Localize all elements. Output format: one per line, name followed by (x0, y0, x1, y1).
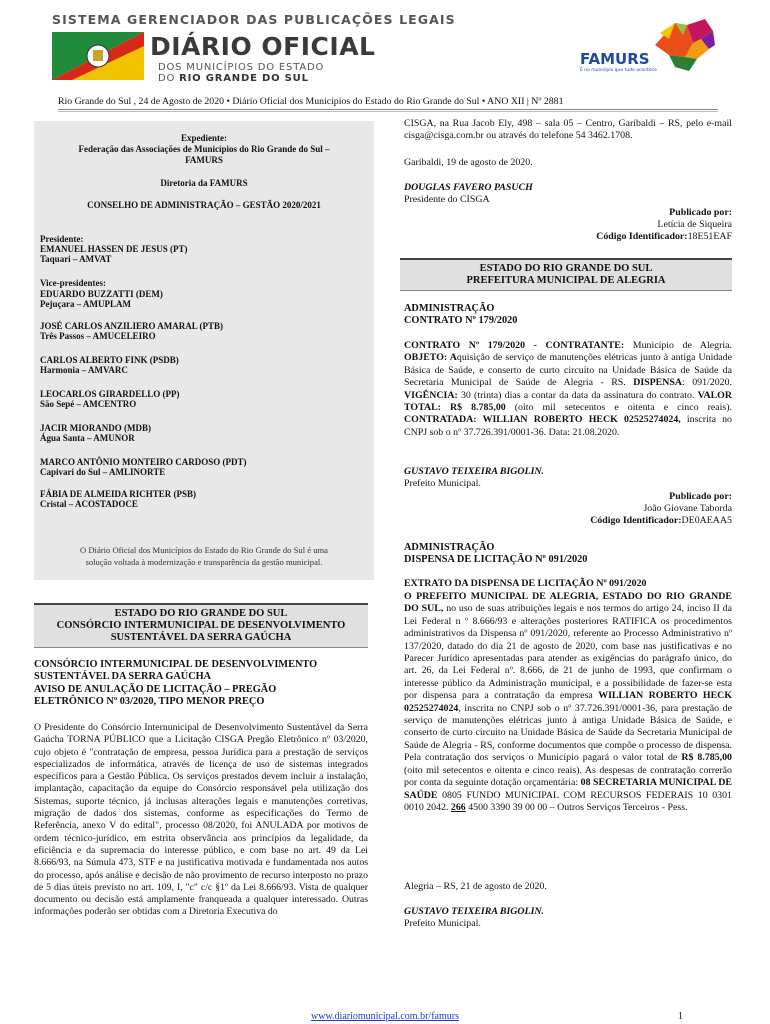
cisga-body-cont: CISGA, na Rua Jacob Ely, 498 – sala 05 – Centro, Garibaldi – RS, pelo e-mail cisga@cisga.com.br ou através do telefone 54 3462.1708. (404, 118, 732, 142)
vice-label: Vice-presidentes: (40, 278, 106, 288)
edition-header: Rio Grande do Sul , 24 de Agosto de 2020 • Diário Oficial dos Municípios do Estado do Rio Grande do Sul • ANO XII | Nº 2881 (58, 96, 564, 107)
contrato-published-name: João Giovane Taborda (643, 503, 732, 514)
note-line-2: solução voltada à modernização e transparência da gestão municipal. (85, 557, 323, 567)
cisga-heading: CONSÓRCIO INTERMUNICIPAL DE DESENVOLVIMENTO SUSTENTÁVEL DA SERRA GAÚCHA AVISO DE ANULAÇÃO DE LICITAÇÃO – PREGÃO ELETRÔNICO Nº 03/2020, TIPO MENOR PREÇO (34, 659, 318, 708)
footer (0, 1011, 770, 1022)
dispensa-body: O PREFEITO MUNICIPAL DE ALEGRIA, ESTADO DO RIO GRANDE DO SUL, no uso de suas atribuições legais e nos termos do artigo 24, inciso II da Lei Federal n º 8.666/93 e alterações posteriores RATIFICA os procedimentos administrativos da Dispensa nº 091/2020, referente ao Processo Administrativo nº 137/2020, datado do dia 21 de agosto de 2020, com base nas justificativas e no Parecer Jurídico apresentadas para atender as exigências do parágrafo único, do art. 26, da Lei Federal nº. 8.666, de 21 de junho de 1993, que confirmam o interesse público da Administração municipal, e a possibilidade de fazer-se esta por dispensa para a contratação da empresa WILLIAN ROBERTO HECK 02525274024, inscrita no CNPJ sob o nº 37.726.391/0001-36, para prestação de serviço de manutenções elétricas junto à antiga Unidade Básica de Saúde, e conserto de curto circuito na Unidade Básica de Saúde da Secretaria Municipal de Saúde de Alegria - RS, conforme documentos que compõe o processo de dispensa. Pela contratação dos serviços o Município pagará o valor total de R$ 8.785,00 (oito mil setecentos e oitenta e cinco reais). As despesas de contratação correrão por conta da seguinte dotação orçamentária: 08 SECRETARIA MUNICIPAL DE SAÚDE 0805 FUNDO MUNICIPAL COM RECURSOS FEDERAIS 10 0301 0010 2042. 266 4500 3390 39 00 00 – Outros Serviços Terceiros - Pess. (404, 591, 733, 813)
cisga-date: Garibaldi, 19 de agosto de 2020. (404, 157, 533, 168)
diario-subtitle-2: DO RIO GRANDE DO SUL (158, 73, 309, 84)
conselho-line: CONSELHO DE ADMINISTRAÇÃO – GESTÃO 2020/2021 (87, 200, 321, 210)
member-1: EDUARDO BUZZATTI (DEM) Pejuçara – AMUPLAM (40, 289, 163, 309)
cisga-code: Código Identificador:18E51EAF (596, 231, 732, 242)
dispensa-heading: ADMINISTRAÇÃO DISPENSA DE LICITAÇÃO Nº 091/2020 (404, 542, 588, 566)
member-7: FÁBIA DE ALMEIDA RICHTER (PSB) Cristal – ACOSTADOCE (40, 489, 197, 509)
famurs-line: FAMURS (185, 155, 223, 165)
expediente-panel (34, 121, 374, 580)
contrato-body: CONTRATO Nº 179/2020 - CONTRATANTE: Município de Alegria. OBJETO: Aquisição de serviço de manutenções elétricas junto à antiga Unidade Básica de Saúde, e conserto de curto circuito na Unidade Básica de Saúde da Secretaria Municipal de Saúde de Alegria - RS. DISPENSA: 091/2020. VIGÊNCIA: 30 (trinta) dias a contar da data da assinatura do contrato. VALOR TOTAL: R$ 8.785,00 (oito mil setecentos e oitenta e cinco reais). CONTRATADA: WILLIAN ROBERTO HECK 02525274024, inscrita no CNPJ sob o nº 37.726.391/0001-36. Data: 21.08.2020. (404, 340, 732, 438)
diario-oficial-title: DIÁRIO OFICIAL (150, 32, 376, 61)
member-3: CARLOS ALBERTO FINK (PSDB) Harmonia – AMVARC (40, 355, 179, 375)
member-6: MARCO ANTÔNIO MONTEIRO CARDOSO (PDT) Capivari do Sul – AMLINORTE (40, 457, 247, 477)
page-number: 1 (678, 1011, 683, 1022)
member-5: JACIR MIORANDO (MDB) Água Santa – AMUNOR (40, 423, 151, 443)
cisga-published-name: Letícia de Siqueira (657, 219, 732, 230)
member-2: JOSÉ CARLOS ANZILIERO AMARAL (PTB) Três Passos – AMUCELEIRO (40, 321, 224, 341)
contrato-published-label: Publicado por: (669, 491, 732, 502)
dispensa-date: Alegria – RS, 21 de agosto de 2020. (404, 881, 547, 892)
member-4: LEOCARLOS GIRARDELLO (PP) São Sepé – AMCENTRO (40, 389, 180, 409)
system-title: SISTEMA GERENCIADOR DAS PUBLICAÇÕES LEGAIS (52, 12, 456, 27)
contrato-signatory: GUSTAVO TEIXEIRA BIGOLIN. (404, 466, 545, 477)
note-line-1: O Diário Oficial dos Municípios do Estado do Rio Grande do Sul é uma (80, 545, 328, 555)
contrato-heading: ADMINISTRAÇÃO CONTRATO Nº 179/2020 (404, 303, 518, 327)
diretoria-line: Diretoria da FAMURS (160, 178, 248, 188)
footer-link[interactable]: www.diariomunicipal.com.br/famurs (311, 1011, 459, 1022)
cisga-section-header: ESTADO DO RIO GRANDE DO SUL CONSÓRCIO INTERMUNICIPAL DE DESENVOLVIMENTO SUSTENTÁVEL DA SERRA GAÚCHA (34, 603, 368, 648)
presidente-name: EMANUEL HASSEN DE JESUS (PT) (40, 244, 188, 254)
federacao-line: Federação das Associações de Municípios do Rio Grande do Sul – (78, 144, 330, 154)
rs-flag-icon (52, 32, 144, 80)
header-rule (58, 109, 718, 110)
header-rule-2 (58, 111, 718, 112)
presidente-label: Presidente: (40, 234, 84, 244)
dispensa-extrato-title: EXTRATO DA DISPENSA DE LICITAÇÃO Nº 091/2020 (404, 578, 647, 589)
contrato-signatory-role: Prefeito Municipal. (404, 478, 481, 489)
cisga-signatory: DOUGLAS FAVERO PASUCH (404, 182, 533, 193)
dispensa-signatory: GUSTAVO TEIXEIRA BIGOLIN. (404, 906, 545, 917)
expediente-label: Expediente: (181, 133, 227, 143)
dispensa-signatory-role: Prefeito Municipal. (404, 918, 481, 929)
famurs-tagline: É no município que tudo acontece (580, 68, 657, 73)
presidente-city: Taquari – AMVAT (40, 254, 112, 264)
contrato-code: Código Identificador:DE0AEAA5 (590, 515, 732, 526)
cisga-body: O Presidente do Consórcio Internunicipal de Desenvolvimento Sustentável da Serra Gaúcha TORNA PÚBLICO que a Licitação CISGA Pregão Eletrônico nº 03/2020, cujo objeto é "contratação de empresa, pessoa Jurídica para a prestação de serviços especializados de informática, através de licença de uso de sistemas integrados específicos para a Gestão Pública. Os serviços prestados devem incluir a instalação, implantação, capacitação da equipe do Consórcio responsável pela utilização dos Sistemas, suporte técnico, já inclusas alterações legais e manutenções corretivas, migração de dados dos sistemas, conforme as especificações do Termo de Referência, anexo V do edital", processo 08/2020, foi ANULADA por motivos de ordem técnico-jurídico, em estrita observância aos princípios da legalidade, da eficiência e da supremacia do interesse público, e com base no art. 49 da Lei 8.666/93, na Súmula 473, STF e na justificativa motivada e fundamentada nos autos do processo, após análise e decisão de não provimento de recurso interposto no prazo de 5 dias úteis previsto no art. 109, I, "c" c/c §1º da Lei 8.666/93. Vista de qualquer documento ou decisão está amplamente franqueada a qualquer interessado. Outras informações poderão ser obtidas com a Diretoria Executiva do (34, 722, 368, 918)
cisga-signatory-role: Presidente do CISGA (404, 194, 490, 205)
cisga-published-label: Publicado por: (669, 207, 732, 218)
famurs-wordmark: FAMURS (580, 50, 650, 68)
diario-subtitle-1: DOS MUNICÍPIOS DO ESTADO (158, 62, 325, 73)
alegria-section-header: ESTADO DO RIO GRANDE DO SUL PREFEITURA MUNICIPAL DE ALEGRIA (400, 258, 732, 291)
